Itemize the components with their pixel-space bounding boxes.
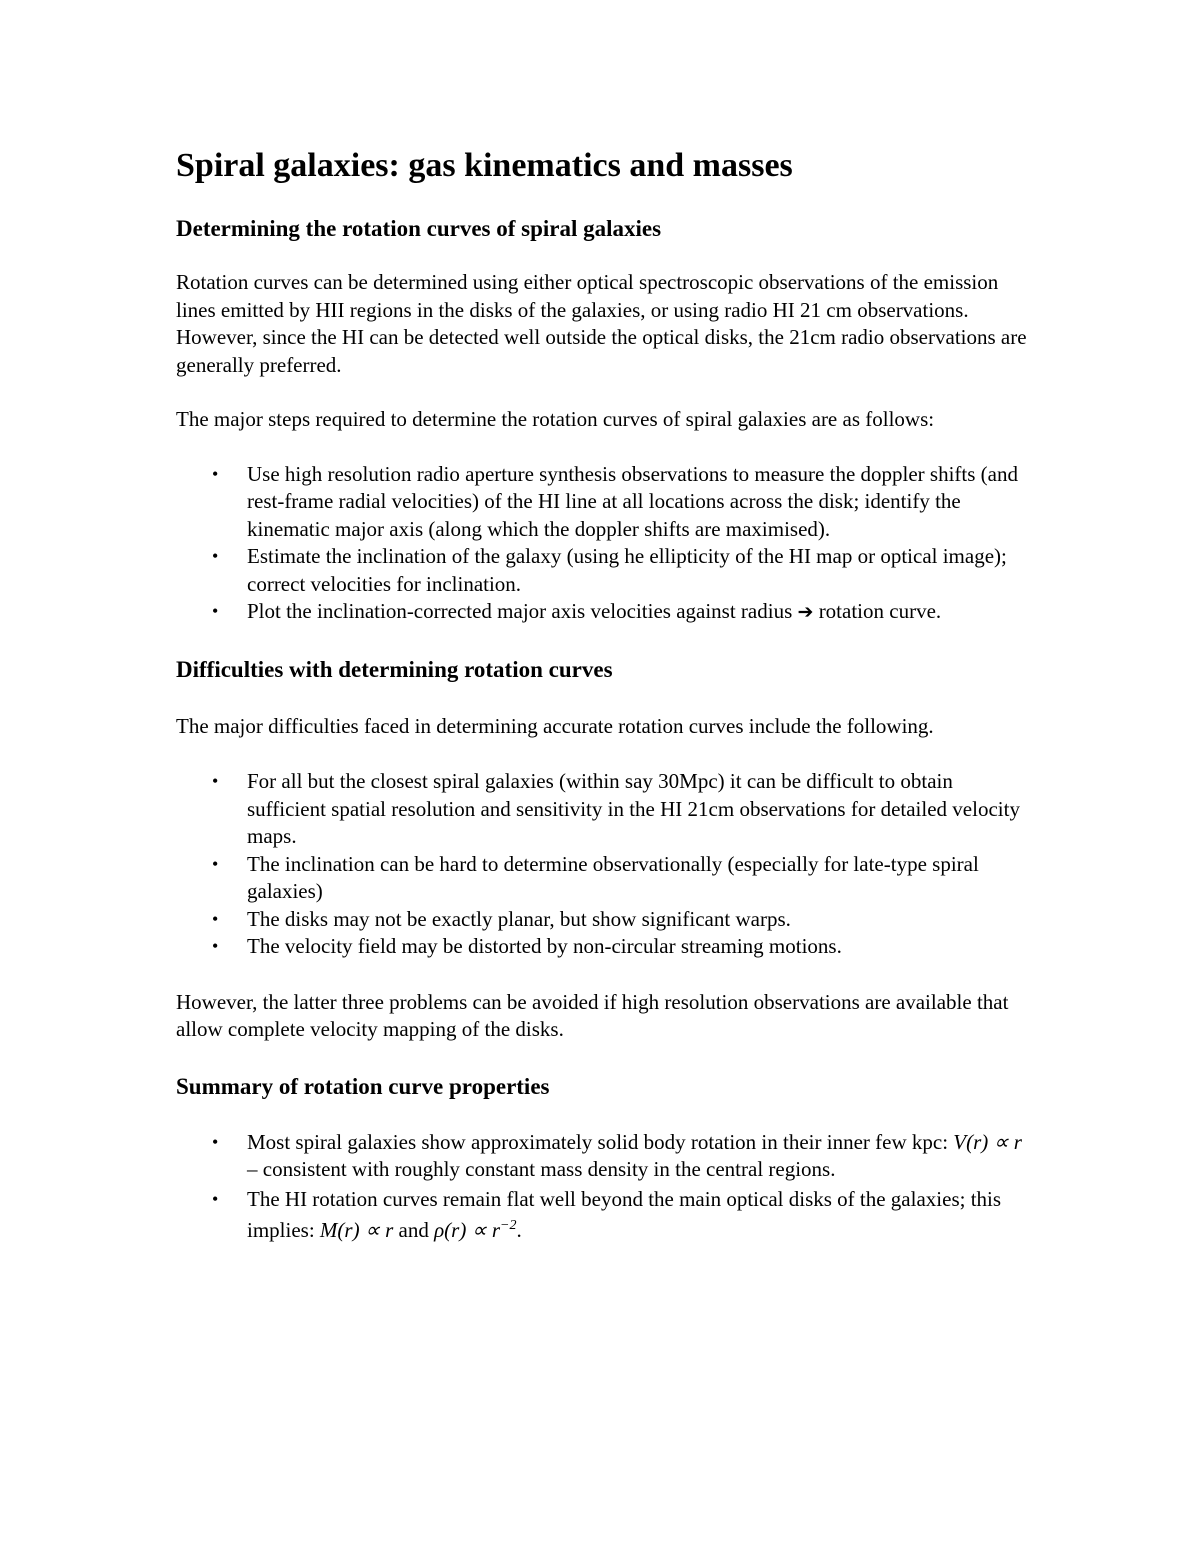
bullet-icon: •	[212, 908, 219, 929]
list-item: • For all but the closest spiral galaxies (within say 30Mpc) it can be difficult to obtain sufficient spatial resolution and sensitivity in the HI 21cm observations for detailed velocity maps.	[212, 769, 1020, 848]
bullet-icon: •	[212, 1188, 219, 1209]
equation: ρ(r) ∝ r	[434, 1217, 500, 1242]
bullet-icon: •	[212, 601, 219, 621]
summary-list	[176, 1129, 1036, 1246]
list-item: • The HI rotation curves remain flat well beyond the main optical disks of the galaxies; this implies: M(r) ∝ r and $\rho(r) \propto r^{-2}$.	[176, 1184, 1036, 1246]
list-item: • Most spiral galaxies show approximately solid body rotation in their inner few kpc: V(r) ∝ r – consistent with roughly constant mass density in the central regions.	[212, 1129, 1022, 1181]
list-item: • The disks may not be exactly planar, but show significant warps.	[176, 906, 1036, 934]
exponent: −2	[500, 1217, 517, 1233]
paragraph: The major difficulties faced in determining accurate rotation curves include the following.	[176, 713, 934, 738]
equation: M(r) ∝ r	[319, 1217, 394, 1242]
section-heading-difficulties: Difficulties with determining rotation curves	[176, 656, 613, 682]
list-item: • Estimate the inclination of the galaxy (using he ellipticity of the HI map or optical image); correct velocities for inclination.	[212, 544, 1007, 596]
bullet-icon: •	[212, 546, 219, 566]
section-heading-summary: Summary of rotation curve properties	[176, 1073, 550, 1099]
list-item: • The inclination can be hard to determine observationally (especially for late-type spiral galaxies)	[212, 851, 979, 903]
list-item: • Plot the inclination-corrected major axis velocities against radius ➔ rotation curve.	[176, 598, 1036, 627]
arrow-icon: ➔	[797, 601, 814, 623]
equation: V(r) ∝ r	[953, 1129, 1022, 1154]
difficulties-list	[176, 768, 1036, 961]
bullet-icon: •	[212, 1131, 219, 1152]
paragraph: Rotation curves can be determined using either optical spectroscopic observations of the emission lines emitted by HII regions in the disks of the galaxies, or using radio HI 21 cm observations. However, since the HI can be detected well outside the optical disks, the 21cm radio observations are generally preferred.	[176, 270, 1027, 377]
bullet-icon: •	[212, 463, 219, 484]
page-title: Spiral galaxies: gas kinematics and masses	[176, 147, 793, 184]
list-item: • The velocity field may be distorted by non-circular streaming motions.	[176, 933, 1036, 961]
bullet-icon: •	[212, 936, 219, 956]
document-page	[176, 140, 1036, 1246]
paragraph: The major steps required to determine the rotation curves of spiral galaxies are as follows:	[176, 407, 935, 431]
section-heading-rotation-curves: Determining the rotation curves of spiral galaxies	[176, 216, 662, 241]
steps-list	[176, 461, 1036, 627]
bullet-icon: •	[212, 853, 219, 874]
paragraph: However, the latter three problems can be avoided if high resolution observations are available that allow complete velocity mapping of the disks.	[176, 989, 1009, 1041]
bullet-icon: •	[212, 771, 219, 791]
list-item: • Use high resolution radio aperture synthesis observations to measure the doppler shifts (and rest-frame radial velocities) of the HI line at all locations across the disk; identify the kinematic major axis (along which the doppler shifts are maximised).	[212, 461, 1018, 541]
